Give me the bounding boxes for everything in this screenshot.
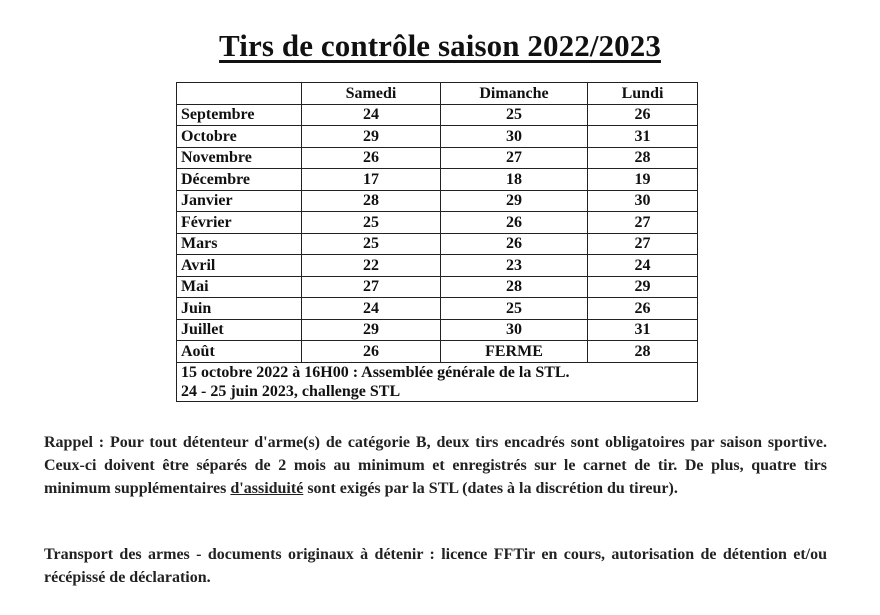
dimanche-cell: 25 [441,298,588,320]
month-cell: Août [177,341,302,363]
table-row [177,255,698,277]
lundi-cell: 19 [588,169,698,191]
samedi-cell: 22 [302,255,441,277]
samedi-cell: 26 [302,341,441,363]
dimanche-cell: 29 [441,190,588,212]
dimanche-cell: 30 [441,319,588,341]
transport-paragraph: Transport des armes - documents originaux à détenir : licence FFTir en cours, autorisation de détention et/ou récépissé de déclaration. [44,546,827,586]
month-cell: Février [177,212,302,234]
lundi-cell: 28 [588,341,698,363]
header-lundi: Lundi [588,83,698,105]
header-month [177,83,302,105]
rappel-text-end: sont exigés par la STL (dates à la discrétion du tireur). [303,480,678,497]
table-row [177,190,698,212]
month-cell: Octobre [177,126,302,148]
lundi-cell: 24 [588,255,698,277]
dimanche-cell: 18 [441,169,588,191]
samedi-cell: 25 [302,233,441,255]
table-row [177,319,698,341]
dimanche-cell: FERME [441,341,588,363]
lundi-cell: 28 [588,147,698,169]
table-header-row [177,83,698,105]
month-cell: Novembre [177,147,302,169]
dimanche-cell: 25 [441,104,588,126]
table-row [177,341,698,363]
dimanche-cell: 26 [441,233,588,255]
note-challenge: 24 - 25 juin 2023, challenge STL [181,382,401,400]
notes-cell [177,362,698,401]
lundi-cell: 31 [588,319,698,341]
lundi-cell: 26 [588,298,698,320]
samedi-cell: 28 [302,190,441,212]
table-row [177,169,698,191]
header-dimanche: Dimanche [441,83,588,105]
dimanche-cell: 30 [441,126,588,148]
dimanche-cell: 23 [441,255,588,277]
lundi-cell: 29 [588,276,698,298]
lundi-cell: 30 [588,190,698,212]
table-row [177,276,698,298]
lundi-cell: 31 [588,126,698,148]
month-cell: Janvier [177,190,302,212]
month-cell: Décembre [177,169,302,191]
note-assemblee: 15 octobre 2022 à 16H00 : Assemblée générale de la STL. [181,363,570,381]
month-cell: Mars [177,233,302,255]
header-samedi: Samedi [302,83,441,105]
schedule-body [177,104,698,362]
page-title: Tirs de contrôle saison 2022/2023 [219,28,661,63]
lundi-cell: 26 [588,104,698,126]
samedi-cell: 26 [302,147,441,169]
table-row [177,104,698,126]
samedi-cell: 29 [302,319,441,341]
notes-row [177,362,698,401]
table-row [177,212,698,234]
month-cell: Mai [177,276,302,298]
table-row [177,233,698,255]
month-cell: Avril [177,255,302,277]
lundi-cell: 27 [588,212,698,234]
month-cell: Juin [177,298,302,320]
samedi-cell: 24 [302,104,441,126]
dimanche-cell: 27 [441,147,588,169]
samedi-cell: 29 [302,126,441,148]
month-cell: Septembre [177,104,302,126]
table-row [177,147,698,169]
schedule-table [176,82,698,402]
samedi-cell: 27 [302,276,441,298]
table-row [177,126,698,148]
samedi-cell: 17 [302,169,441,191]
samedi-cell: 25 [302,212,441,234]
month-cell: Juillet [177,319,302,341]
lundi-cell: 27 [588,233,698,255]
table-row [177,298,698,320]
rappel-paragraph [44,431,827,500]
rappel-underlined-word: d'assiduité [230,480,304,497]
rappel-text-start: Rappel : Pour tout détenteur d'arme(s) de catégorie B, deux tirs encadrés sont obligatoires par saison sportive. Ceux-ci doivent être séparés de 2 mois au minimum et enregistrés sur le carnet de tir. De plus, quatre tirs minimum supplémentaires [44,434,827,497]
samedi-cell: 24 [302,298,441,320]
dimanche-cell: 26 [441,212,588,234]
dimanche-cell: 28 [441,276,588,298]
